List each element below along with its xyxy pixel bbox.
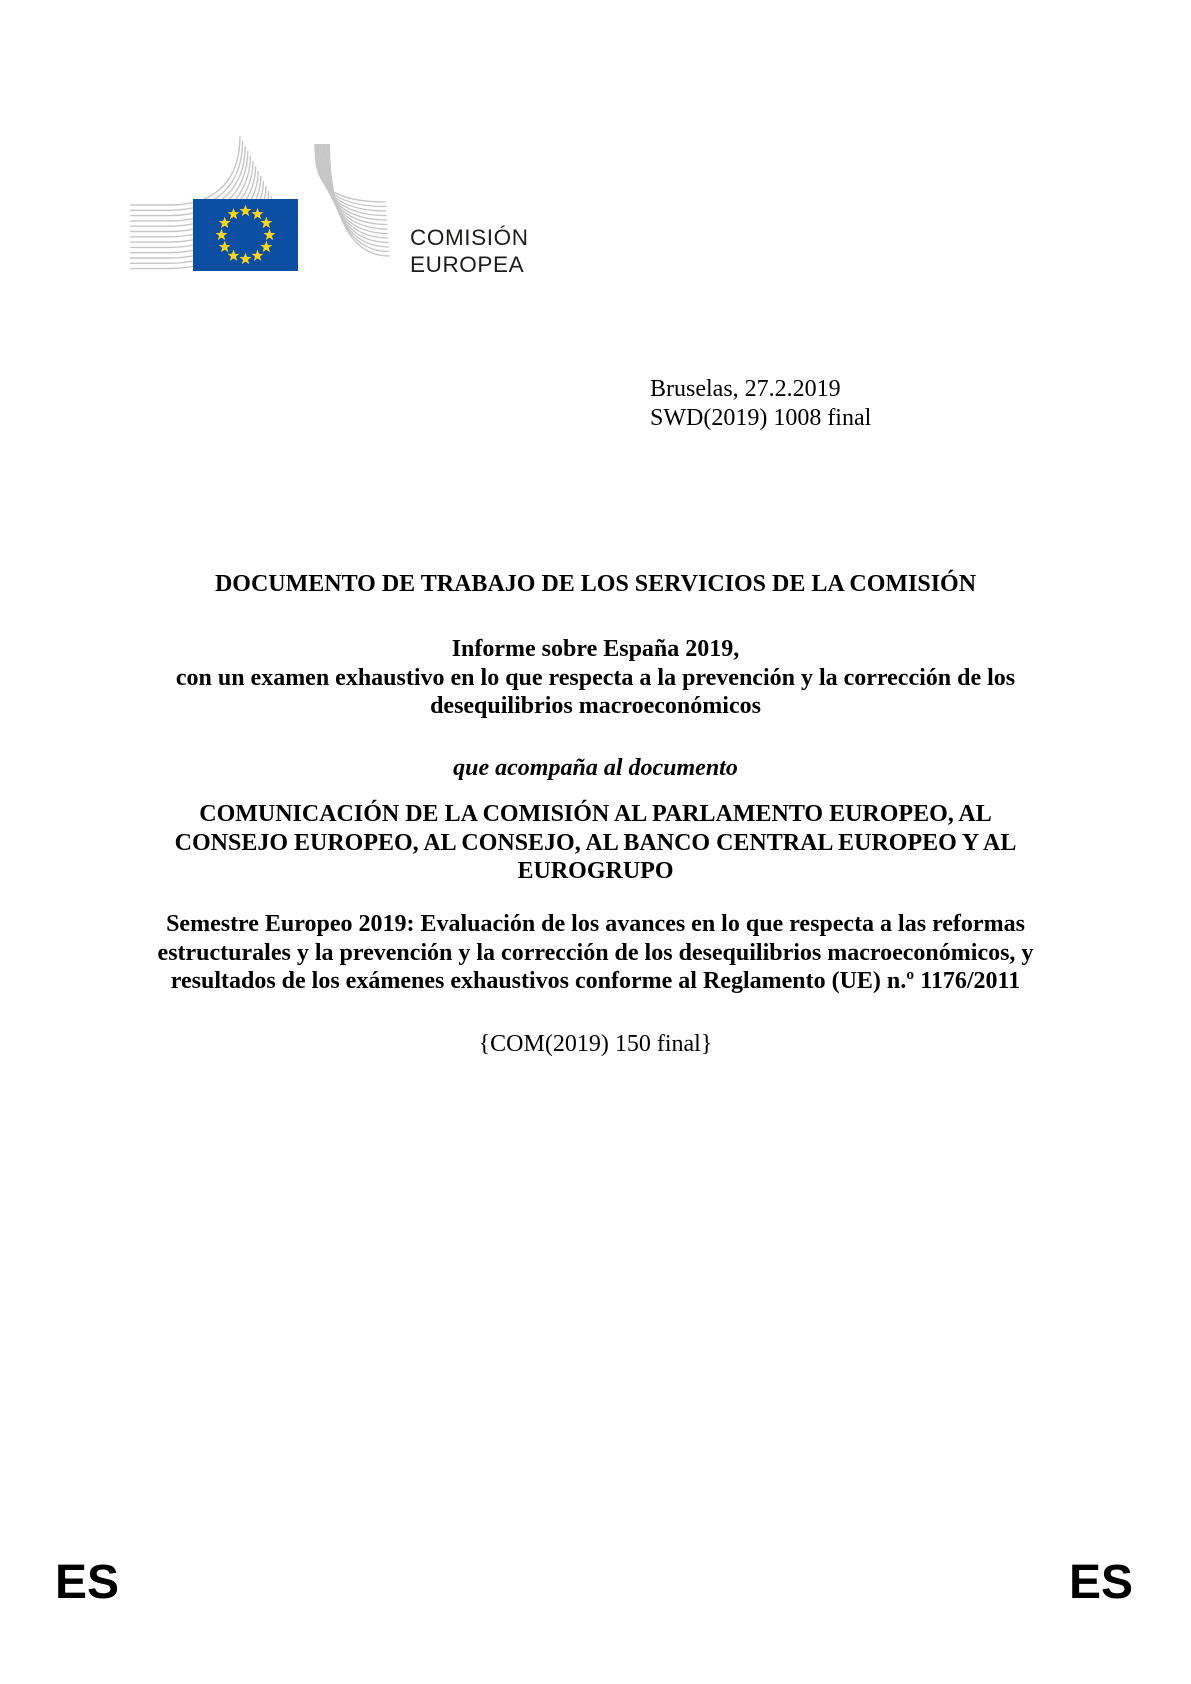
report-title-line: con un examen exhaustivo en lo que respecta a la prevención y la corrección de los bbox=[175, 664, 1016, 691]
ec-wordmark-line2: EUROPEA bbox=[410, 252, 525, 277]
document-reference: SWD(2019) 1008 final bbox=[650, 404, 872, 431]
document-type-title-text: DOCUMENTO DE TRABAJO DE LOS SERVICIOS DE LA COMISIÓN bbox=[214, 571, 977, 597]
report-title-line: Informe sobre España 2019, bbox=[451, 636, 740, 662]
semester-paragraph-line: estructurales y la prevención y la corrección de los desequilibrios macroeconómicos, y bbox=[157, 939, 1034, 966]
communication-title bbox=[148, 800, 1043, 886]
com-reference bbox=[148, 1030, 1043, 1059]
place-date: Bruselas, 27.2.2019 bbox=[650, 376, 841, 402]
communication-title-line: CONSEJO EUROPEO, AL CONSEJO, AL BANCO CENTRAL EUROPEO Y AL bbox=[174, 829, 1017, 856]
ec-swoosh-lines-right bbox=[315, 144, 390, 256]
report-title-line: desequilibrios macroeconómicos bbox=[430, 693, 761, 719]
accompanying-note bbox=[148, 754, 1043, 783]
communication-title-line: COMUNICACIÓN DE LA COMISIÓN AL PARLAMENTO EUROPEO, AL bbox=[199, 801, 992, 827]
language-code-right: ES bbox=[1068, 1556, 1133, 1609]
date-reference-block bbox=[650, 375, 871, 432]
semester-paragraph-line: resultados de los exámenes exhaustivos conforme al Reglamento (UE) n.º 1176/2011 bbox=[170, 968, 1021, 994]
semester-paragraph bbox=[148, 910, 1043, 996]
ec-wordmark-line1: COMISIÓN bbox=[410, 225, 529, 250]
document-type-title bbox=[148, 570, 1043, 599]
semester-paragraph-line: Semestre Europeo 2019: Evaluación de los avances en lo que respecta a las reformas bbox=[166, 911, 1025, 937]
com-reference-text: {COM(2019) 150 final} bbox=[478, 1031, 713, 1057]
report-title bbox=[148, 635, 1043, 721]
ec-logo-wordmark bbox=[410, 224, 529, 278]
eu-flag-icon bbox=[193, 199, 298, 271]
communication-title-line: EUROGRUPO bbox=[517, 858, 674, 884]
language-code-left: ES bbox=[55, 1556, 120, 1609]
accompanying-note-text: que acompaña al documento bbox=[453, 755, 738, 781]
